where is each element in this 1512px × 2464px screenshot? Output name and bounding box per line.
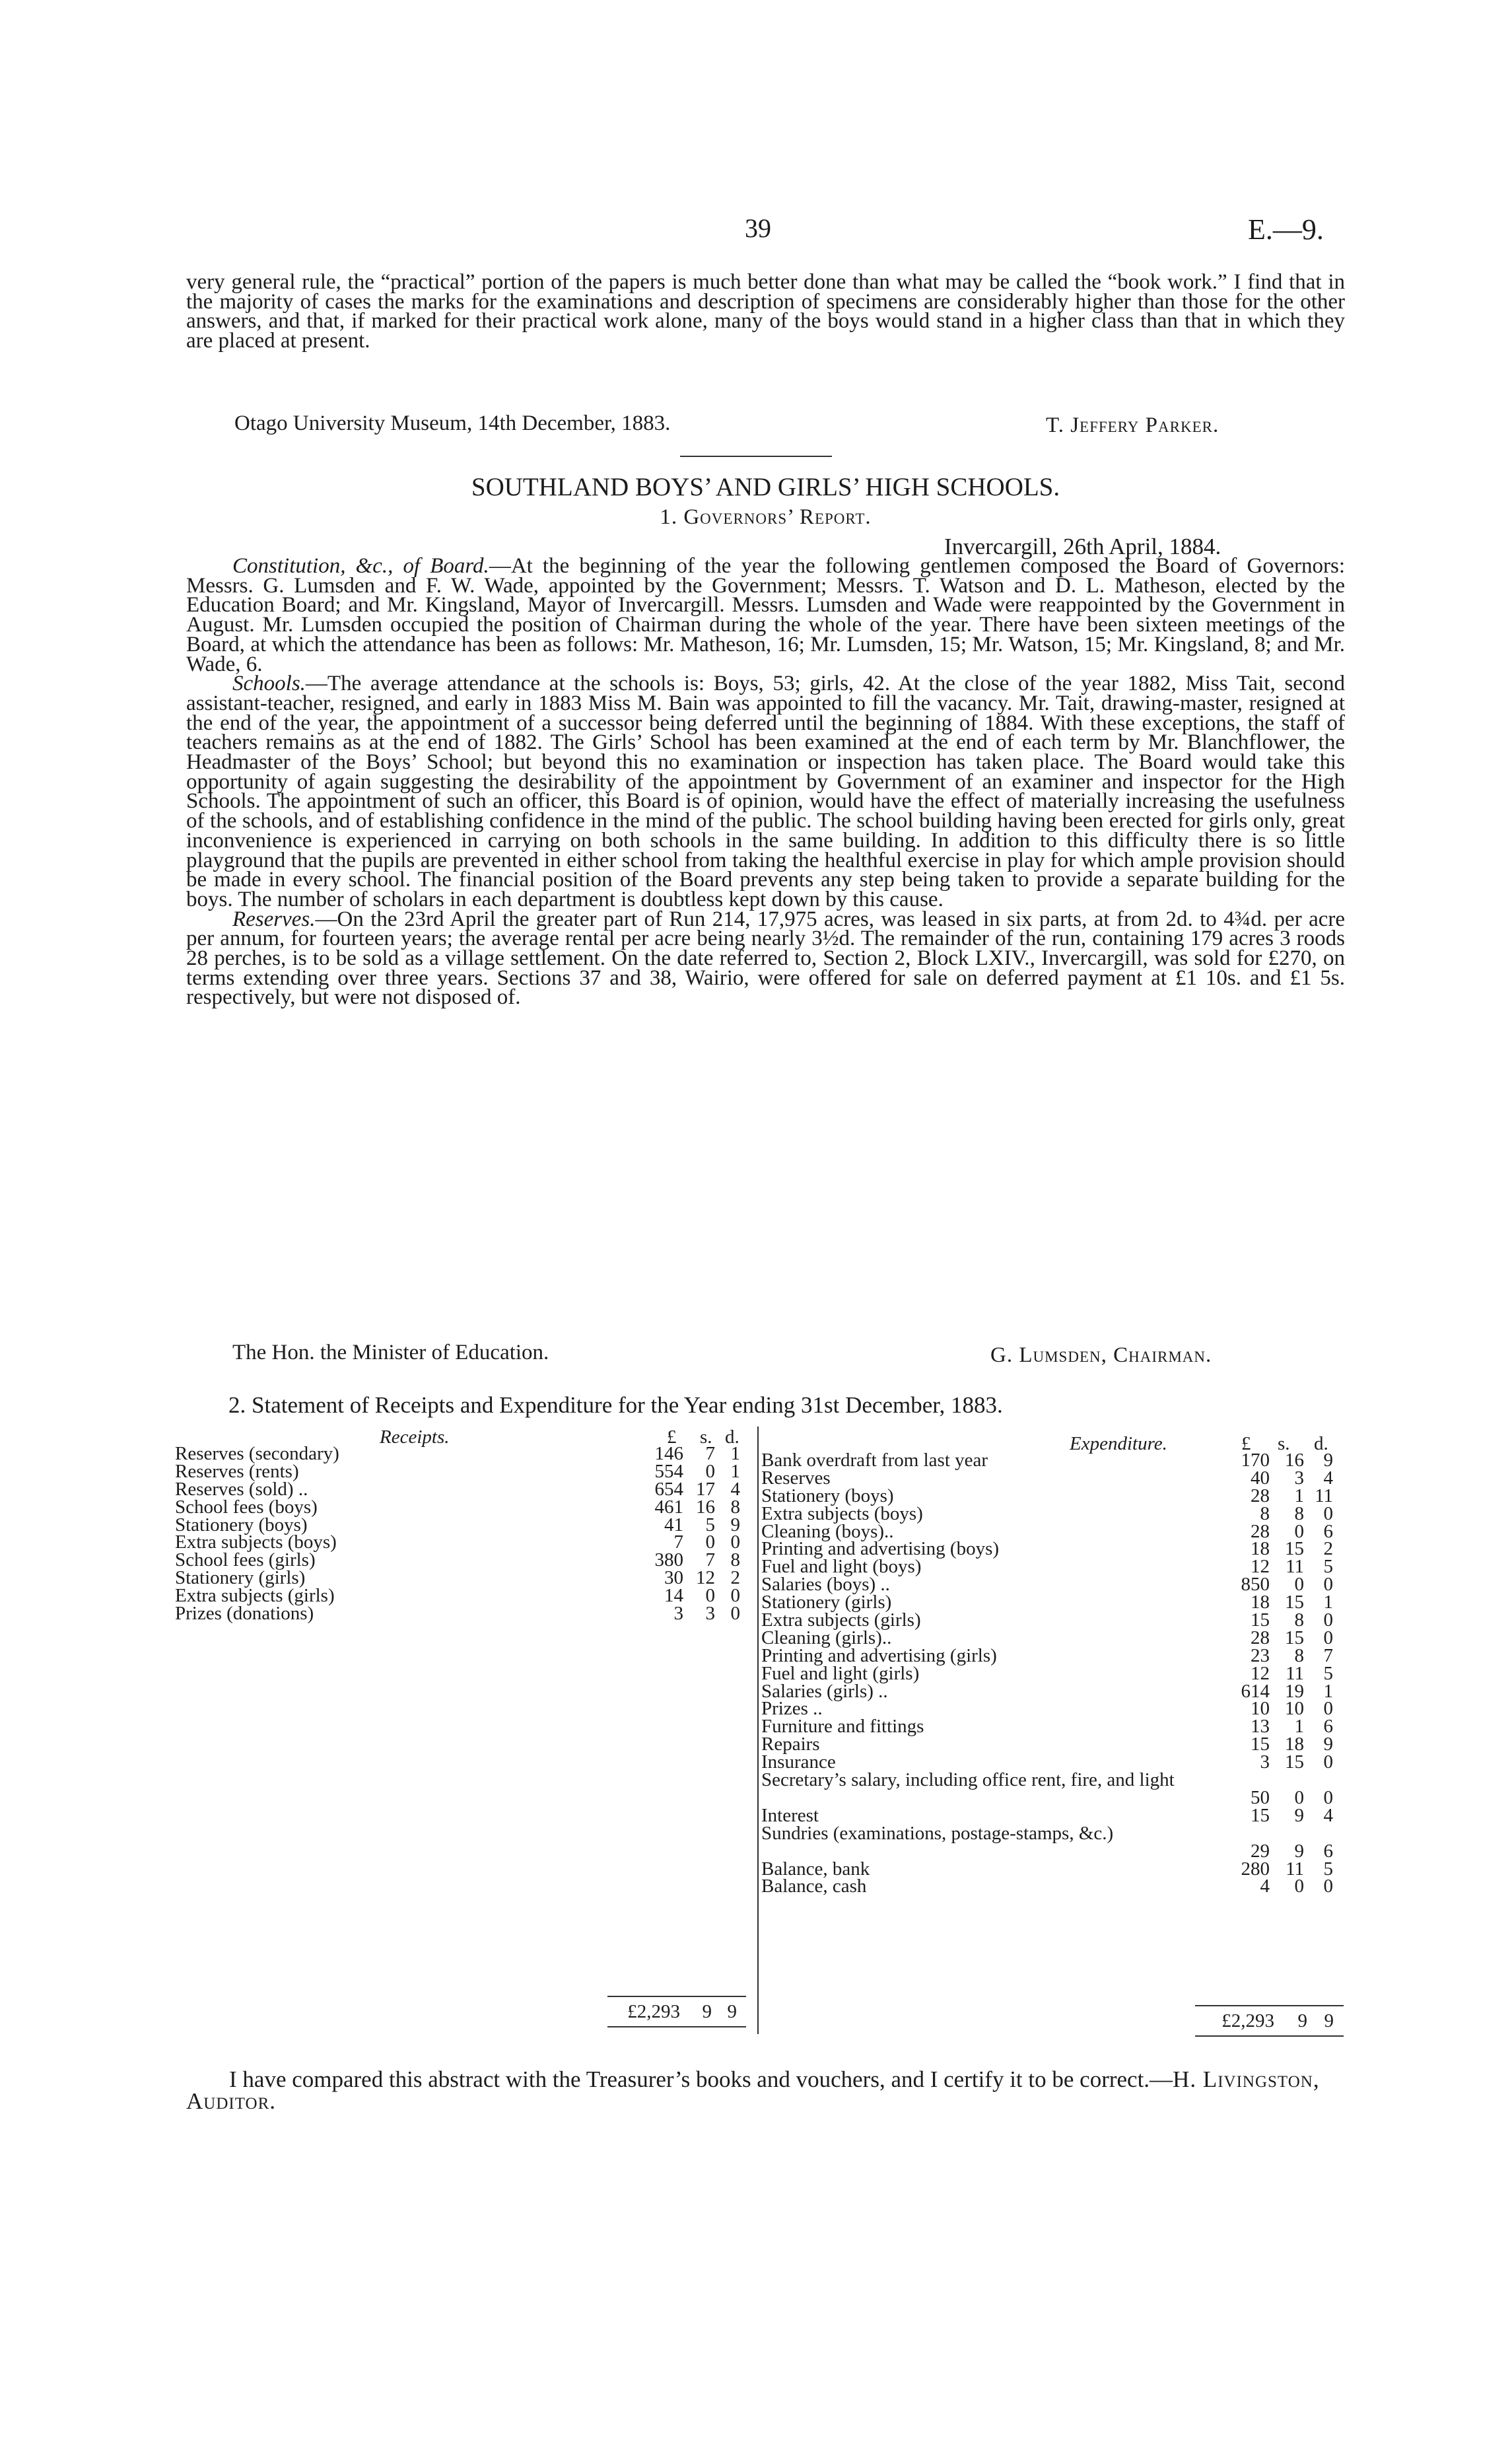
receipts-row [175, 1533, 749, 1551]
expenditure-amount-d: 6 [1323, 1520, 1333, 1542]
expenditure-total-l: £2,293 [1221, 2010, 1274, 2031]
expenditure-total-rule [1195, 2005, 1344, 2006]
expenditure-item: Insurance [761, 1751, 836, 1773]
expenditure-amount-l: 23 [1251, 1644, 1270, 1666]
expenditure-amount-l: 18 [1251, 1592, 1270, 1613]
expenditure-amount-s: 15 [1285, 1751, 1304, 1773]
expenditure-amount-s: 11 [1286, 1858, 1304, 1880]
expenditure-item: Furniture and fittings [761, 1716, 924, 1738]
expenditure-amount-l: 280 [1241, 1858, 1270, 1880]
expenditure-row [761, 1771, 1342, 1807]
expenditure-amount-d: 11 [1315, 1485, 1333, 1506]
receipts-item: Extra subjects (girls) [175, 1585, 335, 1607]
receipts-amount-l: 3 [673, 1603, 683, 1625]
section-title: SOUTHLAND BOYS’ AND GIRLS’ HIGH SCHOOLS. [471, 473, 1060, 501]
expenditure-amount-l: 10 [1251, 1698, 1270, 1720]
expenditure-amount-s: 19 [1285, 1680, 1304, 1702]
expenditure-amount-l: 28 [1251, 1627, 1270, 1648]
receipts-amount-d: 2 [730, 1567, 740, 1589]
receipts-total-underline [607, 2026, 746, 2027]
expenditure-amount-s: 8 [1294, 1644, 1304, 1666]
expenditure-row [761, 1736, 1342, 1753]
receipts-amount-l: 554 [654, 1460, 683, 1482]
receipts-amount-s: 17 [696, 1478, 715, 1500]
expenditure-row [761, 1576, 1342, 1594]
constitution-heading: Constitution, &c., of Board. [232, 554, 489, 578]
receipts-amount-s: 0 [705, 1585, 715, 1607]
receipts-row [175, 1498, 749, 1516]
expenditure-amount-s: 9 [1294, 1804, 1304, 1826]
expenditure-row [761, 1502, 1342, 1524]
expenditure-amount-s: 11 [1286, 1662, 1304, 1684]
expenditure-amount-l: 170 [1241, 1450, 1270, 1471]
expenditure-amount-s: 16 [1285, 1450, 1304, 1471]
receipts-row [175, 1569, 749, 1587]
expenditure-amount-s: 0 [1294, 1520, 1304, 1542]
schools-heading: Schools. [232, 672, 306, 696]
expenditure-col-s: s. [1278, 1433, 1290, 1454]
receipts-row [175, 1551, 749, 1569]
receipts-amount-l: 14 [664, 1585, 683, 1607]
expenditure-item: Repairs [761, 1734, 820, 1755]
receipts-item: Extra subjects (boys) [175, 1531, 337, 1553]
expenditure-row [761, 1700, 1342, 1718]
expenditure-row [761, 1662, 1342, 1684]
expenditure-amount-l: 28 [1251, 1485, 1270, 1506]
expenditure-amount-d: 5 [1323, 1662, 1333, 1684]
expenditure-amount-l: 15 [1251, 1609, 1270, 1631]
expenditure-amount-s: 0 [1294, 1574, 1304, 1596]
expenditure-amount-l: 3 [1260, 1751, 1270, 1773]
expenditure-amount-s: 3 [1294, 1467, 1304, 1489]
expenditure-amount-s: 18 [1285, 1734, 1304, 1755]
section-subtitle: 1. Governors’ Report. [660, 505, 872, 529]
receipts-amount-d: 1 [730, 1443, 740, 1464]
expenditure-amount-d: 6 [1323, 1840, 1333, 1862]
expenditure-amount-s: 15 [1285, 1592, 1304, 1613]
intro-place-date: Otago University Museum, 14th December, 1883. [234, 411, 671, 435]
expenditure-row [761, 1804, 1342, 1826]
receipts-total-rule [607, 1996, 746, 1997]
expenditure-item: Stationery (boys) [761, 1485, 894, 1506]
expenditure-amount-l: 4 [1260, 1876, 1270, 1897]
expenditure-amount-l: 13 [1251, 1716, 1270, 1738]
receipts-col-l: £ [667, 1426, 677, 1448]
expenditure-amount-d: 6 [1323, 1716, 1333, 1738]
expenditure-row [761, 1718, 1342, 1736]
expenditure-item: Extra subjects (girls) [761, 1609, 921, 1631]
expenditure-item: Printing and advertising (girls) [761, 1644, 997, 1666]
expenditure-row [761, 1680, 1342, 1702]
certification [186, 2068, 1345, 2112]
expenditure-total-underline [1195, 2035, 1344, 2037]
receipts-item: Reserves (sold) .. [175, 1478, 308, 1500]
expenditure-item: Balance, cash [761, 1876, 867, 1897]
expenditure-amount-d: 0 [1323, 1786, 1333, 1808]
expenditure-row [761, 1822, 1342, 1862]
expenditure-amount-d: 7 [1323, 1644, 1333, 1666]
expenditure-item: Bank overdraft from last year [761, 1450, 988, 1471]
intro-paragraph: very general rule, the “practical” portion of the papers is much better done than what may be called the “book work.” I find that in the majority of cases the marks for the examinations and description of specimens are considerably higher than those for the other answers, and that, if marked for their practical work alone, many of the boys would stand in a higher class than that in which they are placed at present. [186, 270, 1345, 353]
receipts-total-d: 9 [727, 2001, 737, 2022]
expenditure-amount-l: 8 [1260, 1502, 1270, 1524]
expenditure-amount-d: 0 [1323, 1627, 1333, 1648]
expenditure-item: Extra subjects (boys) [761, 1502, 923, 1524]
report-addressee: The Hon. the Minister of Education. [232, 1341, 549, 1364]
receipts-col-s: s. [700, 1426, 712, 1448]
expenditure-amount-l: 50 [1251, 1786, 1270, 1808]
expenditure-amount-s: 0 [1294, 1876, 1304, 1897]
expenditure-amount-l: 40 [1251, 1467, 1270, 1489]
certification-text: I have compared this abstract with the Treasurer’s books and vouchers, and I certify it to be correct.— [229, 2066, 1173, 2092]
expenditure-item: Sundries (examinations, postage-stamps, &c.) [761, 1822, 1114, 1844]
expenditure-amount-d: 9 [1323, 1450, 1333, 1471]
expenditure-amount-s: 11 [1286, 1556, 1304, 1578]
expenditure-item: Fuel and light (boys) [761, 1556, 922, 1578]
expenditure-amount-l: 614 [1241, 1680, 1270, 1702]
expenditure-item: Prizes .. [761, 1698, 823, 1720]
receipts-amount-s: 7 [705, 1549, 715, 1571]
receipts-row [175, 1587, 749, 1605]
expenditure-item: Cleaning (girls).. [761, 1627, 892, 1648]
expenditure-item: Salaries (girls) .. [761, 1680, 888, 1702]
expenditure-item: Printing and advertising (boys) [761, 1538, 1000, 1560]
constitution-text: —At the beginning of the year the following gentlemen composed the Board of Governors: Messrs. G. Lumsden and F. W. Wade, appointed by the Government; Messrs. T. Watson and D. L. Matheson, elected by the Education Board; and Mr. Kingsland, Mayor of Invercargill. Messrs. Lumsden and Wade were reappointed by the Government in August. Mr. Lumsden occupied the position of Chairman during the whole of the year. There have been sixteen meetings of the Board, at which the attendance has been as follows: Mr. Matheson, 16; Mr. Lumsden, 15; Mr. Watson, 15; Mr. Kingsland, 8; and Mr. Wade, 6. [186, 554, 1345, 676]
statement-title: 2. Statement of Receipts and Expenditure for the Year ending 31st December, 1883. [228, 1392, 1003, 1418]
expenditure-amount-d: 0 [1323, 1502, 1333, 1524]
receipts-total-s: 9 [702, 2001, 712, 2022]
expenditure-item: Reserves [761, 1467, 831, 1489]
receipts-row [175, 1460, 749, 1482]
expenditure-total-d: 9 [1324, 2010, 1334, 2031]
report-signature: G. Lumsden, Chairman. [990, 1343, 1212, 1367]
receipts-item: Reserves (rents) [175, 1460, 299, 1482]
expenditure-row [761, 1860, 1342, 1878]
receipts-amount-s: 3 [705, 1603, 715, 1625]
receipts-amount-s: 0 [705, 1460, 715, 1482]
receipts-amount-s: 12 [696, 1567, 715, 1589]
receipts-row [175, 1445, 749, 1463]
expenditure-item: Salaries (boys) .. [761, 1574, 890, 1596]
expenditure-item: Fuel and light (girls) [761, 1662, 920, 1684]
section-date: Invercargill, 26th April, 1884. [944, 534, 1221, 559]
receipts-item: School fees (girls) [175, 1549, 316, 1571]
expenditure-amount-s: 8 [1294, 1609, 1304, 1631]
receipts-item: Stationery (boys) [175, 1514, 308, 1535]
receipts-amount-l: 654 [654, 1478, 683, 1500]
receipts-row [175, 1516, 749, 1534]
receipts-amount-l: 461 [654, 1496, 683, 1518]
reserves-paragraph [186, 907, 1345, 1010]
expenditure-amount-l: 12 [1251, 1662, 1270, 1684]
expenditure-amount-d: 9 [1323, 1734, 1333, 1755]
expenditure-amount-s: 0 [1294, 1786, 1304, 1808]
expenditure-amount-d: 0 [1323, 1876, 1333, 1897]
receipts-amount-l: 380 [654, 1549, 683, 1571]
expenditure-col-d: d. [1314, 1433, 1328, 1454]
receipts-item: School fees (boys) [175, 1496, 318, 1518]
expenditure-row [761, 1644, 1342, 1666]
schools-text: —The average attendance at the schools is: Boys, 53; girls, 42. At the close of the year 1882, Miss Tait, second assistant-teacher, resigned, and early in 1883 Miss M. Bain was appointed to fill the vacancy. Mr. Tait, drawing-master, resigned at the end of the year, the appointment of a successor being deferred until the beginning of 1884. With these exceptions, the staff of teachers remains as at the end of 1882. The Girls’ School has been examined at the end of each term by Mr. Blanchflower, the Headmaster of the Boys’ School; but beyond this no examination or inspection has taken place. The Board would take this opportunity of again suggesting the desirability of the appointment by Government of an examiner and inspector for the High Schools. The appointment of such an officer, this Board is of opinion, would have the effect of materially increasing the usefulness of the schools, and of establishing confidence in the mind of the public. The school building having been erected for girls only, great inconvenience is experienced in carrying on both schools in the same building. In addition to this difficulty there is so little playground that the pupils are prevented in either school from taking the healthful exercise in play for which ample provision should be made in every school. The financial position of the Board prevents any step being taken to provide a separate building for the boys. The number of scholars in each department is doubtless kept down by this cause. [186, 672, 1345, 911]
expenditure-row [761, 1469, 1342, 1487]
page-number: 39 [745, 213, 771, 243]
intro-signature: T. Jeffery Parker. [1046, 413, 1220, 437]
expenditure-amount-d: 0 [1323, 1751, 1333, 1773]
expenditure-heading: Expenditure. [1070, 1433, 1167, 1454]
expenditure-amount-l: 850 [1241, 1574, 1270, 1596]
receipts-amount-d: 8 [730, 1496, 740, 1518]
receipts-item: Reserves (secondary) [175, 1443, 339, 1464]
expenditure-amount-s: 10 [1285, 1698, 1304, 1720]
receipts-item: Stationery (girls) [175, 1567, 306, 1589]
receipts-row [175, 1478, 749, 1500]
expenditure-amount-d: 0 [1323, 1609, 1333, 1631]
expenditure-col-l: £ [1241, 1433, 1251, 1454]
constitution-paragraph [186, 554, 1345, 676]
expenditure-amount-s: 1 [1294, 1716, 1304, 1738]
receipts-amount-d: 1 [730, 1460, 740, 1482]
receipts-amount-d: 0 [730, 1585, 740, 1607]
expenditure-item: Stationery (girls) [761, 1592, 892, 1613]
page-reference: E.—9. [1248, 213, 1324, 246]
expenditure-amount-d: 0 [1323, 1574, 1333, 1596]
receipts-amount-l: 146 [654, 1443, 683, 1464]
expenditure-row [761, 1520, 1342, 1542]
schools-paragraph [186, 674, 1345, 909]
receipts-amount-s: 5 [705, 1514, 715, 1535]
receipts-amount-l: 30 [664, 1567, 683, 1589]
expenditure-amount-s: 15 [1285, 1627, 1304, 1648]
expenditure-total-s: 9 [1297, 2010, 1307, 2031]
expenditure-row [761, 1540, 1342, 1558]
table-divider [757, 1426, 759, 2034]
expenditure-amount-l: 15 [1251, 1804, 1270, 1826]
reserves-heading: Reserves. [232, 907, 316, 931]
expenditure-amount-l: 18 [1251, 1538, 1270, 1560]
receipts-heading: Receipts. [380, 1426, 450, 1448]
expenditure-amount-l: 15 [1251, 1734, 1270, 1755]
expenditure-row [761, 1629, 1342, 1647]
receipts-table [175, 1445, 749, 1623]
receipts-amount-l: 41 [664, 1514, 683, 1535]
expenditure-amount-s: 1 [1294, 1485, 1304, 1506]
receipts-row [175, 1605, 749, 1623]
report-body [186, 554, 1345, 1010]
receipts-amount-l: 7 [673, 1531, 683, 1553]
certification-auditor: H. Livingston, Auditor. [186, 2066, 1320, 2114]
expenditure-amount-d: 4 [1323, 1804, 1333, 1826]
expenditure-amount-d: 1 [1323, 1592, 1333, 1613]
expenditure-row [761, 1753, 1342, 1771]
receipts-amount-s: 16 [696, 1496, 715, 1518]
expenditure-row [761, 1878, 1342, 1895]
expenditure-amount-d: 5 [1323, 1556, 1333, 1578]
expenditure-item: Interest [761, 1804, 819, 1826]
expenditure-amount-d: 0 [1323, 1698, 1333, 1720]
expenditure-amount-s: 15 [1285, 1538, 1304, 1560]
receipts-col-d: d. [725, 1426, 739, 1448]
receipts-amount-d: 8 [730, 1549, 740, 1571]
expenditure-amount-s: 8 [1294, 1502, 1304, 1524]
expenditure-amount-d: 1 [1323, 1680, 1333, 1702]
receipts-amount-s: 0 [705, 1531, 715, 1553]
receipts-amount-d: 0 [730, 1531, 740, 1553]
section-rule [680, 456, 832, 457]
expenditure-table [761, 1452, 1342, 1895]
expenditure-row [761, 1558, 1342, 1576]
receipts-item: Prizes (donations) [175, 1603, 314, 1625]
reserves-text: —On the 23rd April the greater part of Run 214, 17,975 acres, was leased in six parts, at from 2d. to 4¾d. per acre per annum, for fourteen years; the average rental per acre being nearly 3½d. The remainder of the run, containing 179 acres 3 roods 28 perches, is to be sold as a village settlement. On the date referred to, Section 2, Block LXIV., Invercargill, was sold for £270, on terms extending over three years. Sections 37 and 38, Wairio, were offered for sale on deferred payment at £1 10s. and £1 5s. respectively, but were not disposed of. [186, 907, 1345, 1010]
expenditure-row [761, 1594, 1342, 1611]
expenditure-item: Secretary’s salary, including office rent, fire, and light [761, 1769, 1175, 1791]
expenditure-amount-d: 5 [1323, 1858, 1333, 1880]
expenditure-row [761, 1487, 1342, 1505]
expenditure-row [761, 1611, 1342, 1629]
receipts-amount-s: 7 [705, 1443, 715, 1464]
receipts-amount-d: 9 [730, 1514, 740, 1535]
receipts-amount-d: 4 [730, 1478, 740, 1500]
expenditure-row [761, 1452, 1342, 1469]
receipts-amount-d: 0 [730, 1603, 740, 1625]
expenditure-amount-d: 4 [1323, 1467, 1333, 1489]
expenditure-amount-d: 2 [1323, 1538, 1333, 1560]
expenditure-amount-s: 9 [1294, 1840, 1304, 1862]
expenditure-item: Cleaning (boys).. [761, 1520, 894, 1542]
receipts-total-l: £2,293 [627, 2001, 680, 2022]
expenditure-item: Balance, bank [761, 1858, 870, 1880]
expenditure-amount-l: 29 [1251, 1840, 1270, 1862]
expenditure-amount-l: 12 [1251, 1556, 1270, 1578]
expenditure-amount-l: 28 [1251, 1520, 1270, 1542]
